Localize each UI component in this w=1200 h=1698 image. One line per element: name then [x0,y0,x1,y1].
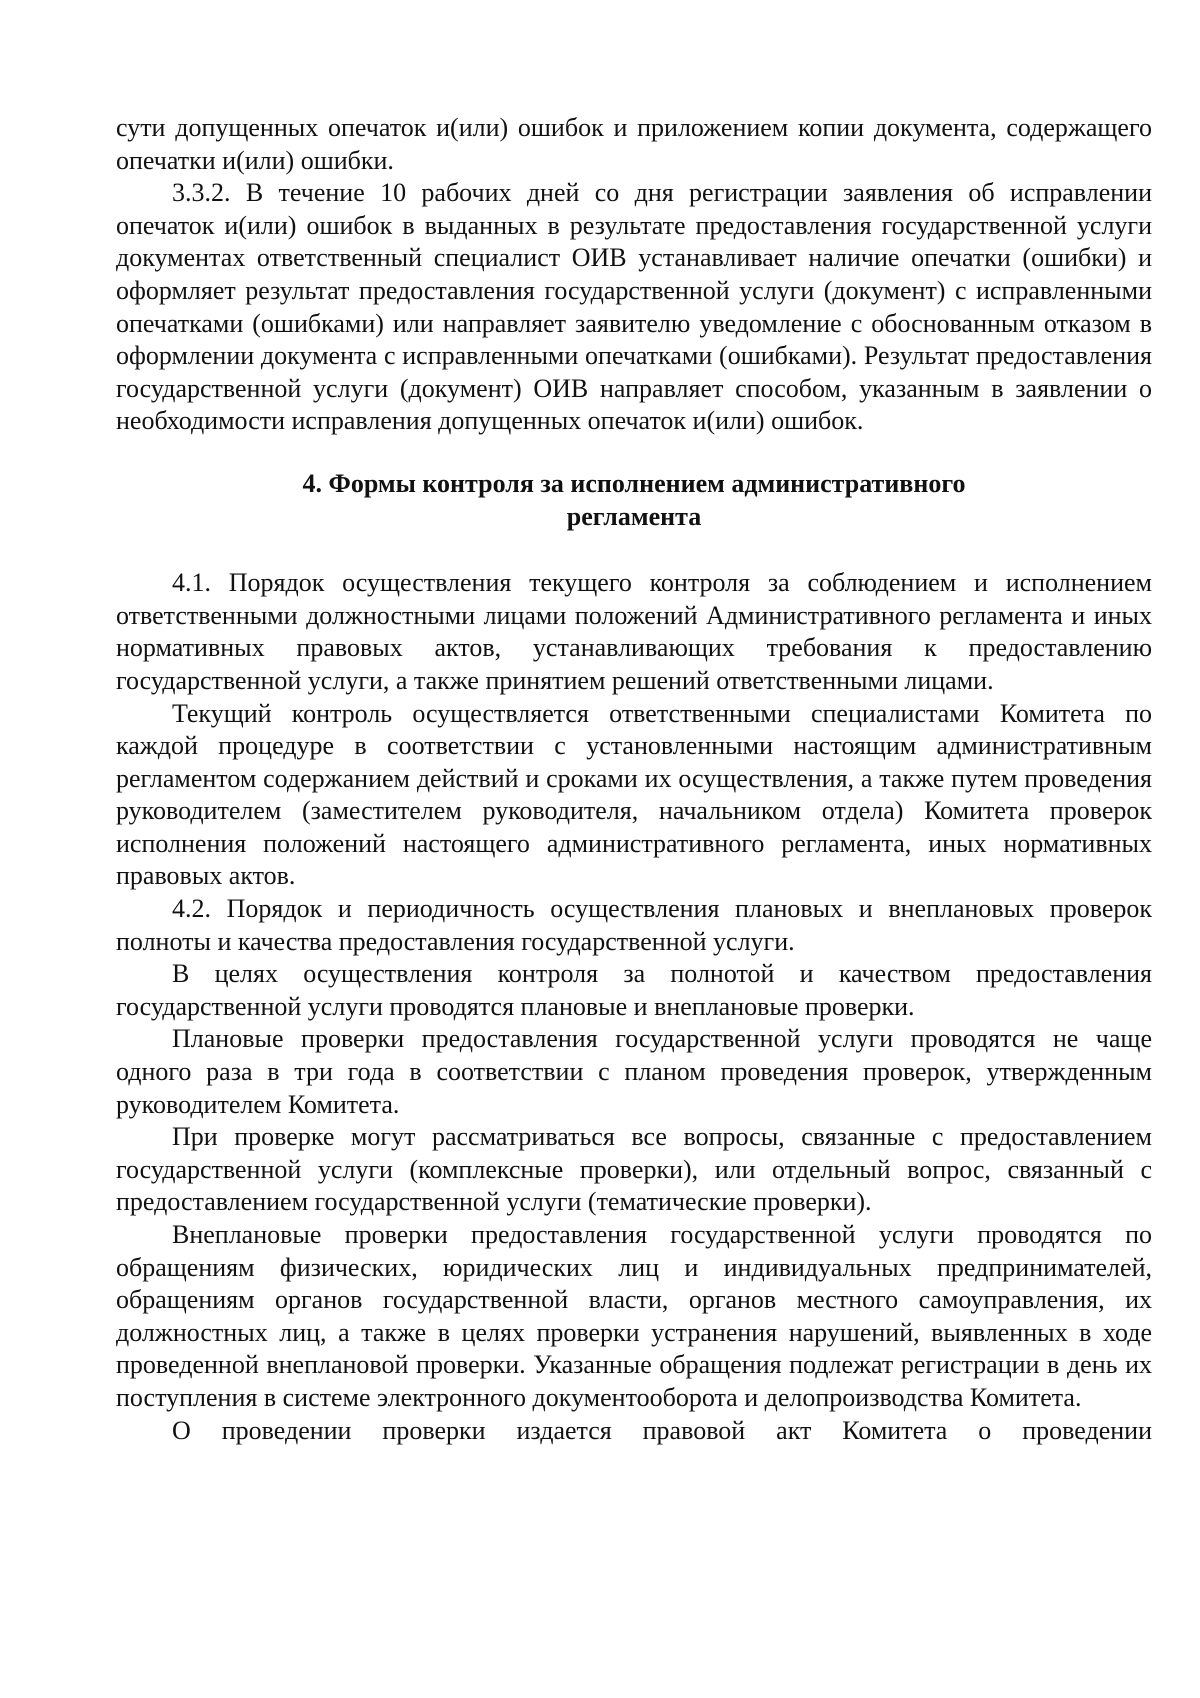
section-heading-line-1: 4. Формы контроля за исполнением административного [302,468,966,498]
paragraph-4-2: 4.2. Порядок и периодичность осуществления плановых и внеплановых проверок полноты и качества предоставления государственной услуги. [116,894,1152,956]
section-heading-line-2: регламента [566,501,702,531]
paragraph-check-order: О проведении проверки издается правовой акт Комитета о проведении [172,1415,1152,1445]
paragraph-current-control: Текущий контроль осуществляется ответственными специалистами Комитета по каждой процедуре в соответствии с установленными настоящим административным регламентом содержанием действий и сроками их осуществления, а также путем проведения руководителем (заместителем руководителя, начальником отдела) Комитета проверок исполнения положений настоящего административного регламента, иных нормативных правовых актов. [116,698,1152,891]
document-page [116,112,1152,1447]
section-heading [116,468,1152,533]
paragraph-check-scope: При проверке могут рассматриваться все вопросы, связанные с предоставлением государственной услуги (комплексные проверки), или отдельный вопрос, связанный с предоставлением государственной услуги (тематические проверки). [116,1122,1152,1217]
paragraph-continuation: сути допущенных опечаток и(или) ошибок и приложением копии документа, содержащего опечатки и(или) ошибки. [116,113,1152,175]
paragraph-4-1: 4.1. Порядок осуществления текущего контроля за соблюдением и исполнением ответственными должностными лицами положений Административного регламента и иных нормативных правовых актов, устанавливающих требования к предоставлению государственной услуги, а также принятием решений ответственными лицами. [116,568,1152,695]
paragraph-3-3-2: 3.3.2. В течение 10 рабочих дней со дня регистрации заявления об исправлении опечаток и(или) ошибок в выданных в результате предоставления государственной услуги документах ответственный специалист ОИВ устанавливает наличие опечатки (ошибки) и оформляет результат предоставления государственной услуги (документ) с исправленными опечатками (ошибками) или направляет заявителю уведомление с обоснованным отказом в оформлении документа с исправленными опечатками (ошибками). Результат предоставления государственной услуги (документ) ОИВ направляет способом, указанным в заявлении о необходимости исправления допущенных опечаток и(или) ошибок. [116,178,1152,436]
paragraph-planned-checks: Плановые проверки предоставления государственной услуги проводятся не чаще одного раза в три года в соответствии с планом проведения проверок, утвержденным руководителем Комитета. [116,1024,1152,1119]
paragraph-control-goals: В целях осуществления контроля за полнотой и качеством предоставления государственной услуги проводятся плановые и внеплановые проверки. [116,959,1152,1021]
paragraph-unplanned-checks: Внеплановые проверки предоставления государственной услуги проводятся по обращениям физических, юридических лиц и индивидуальных предпринимателей, обращениям органов государственной власти, органов местного самоуправления, их должностных лиц, а также в целях проверки устранения нарушений, выявленных в ходе проведенной внеплановой проверки. Указанные обращения подлежат регистрации в день их поступления в системе электронного документооборота и делопроизводства Комитета. [116,1220,1152,1412]
